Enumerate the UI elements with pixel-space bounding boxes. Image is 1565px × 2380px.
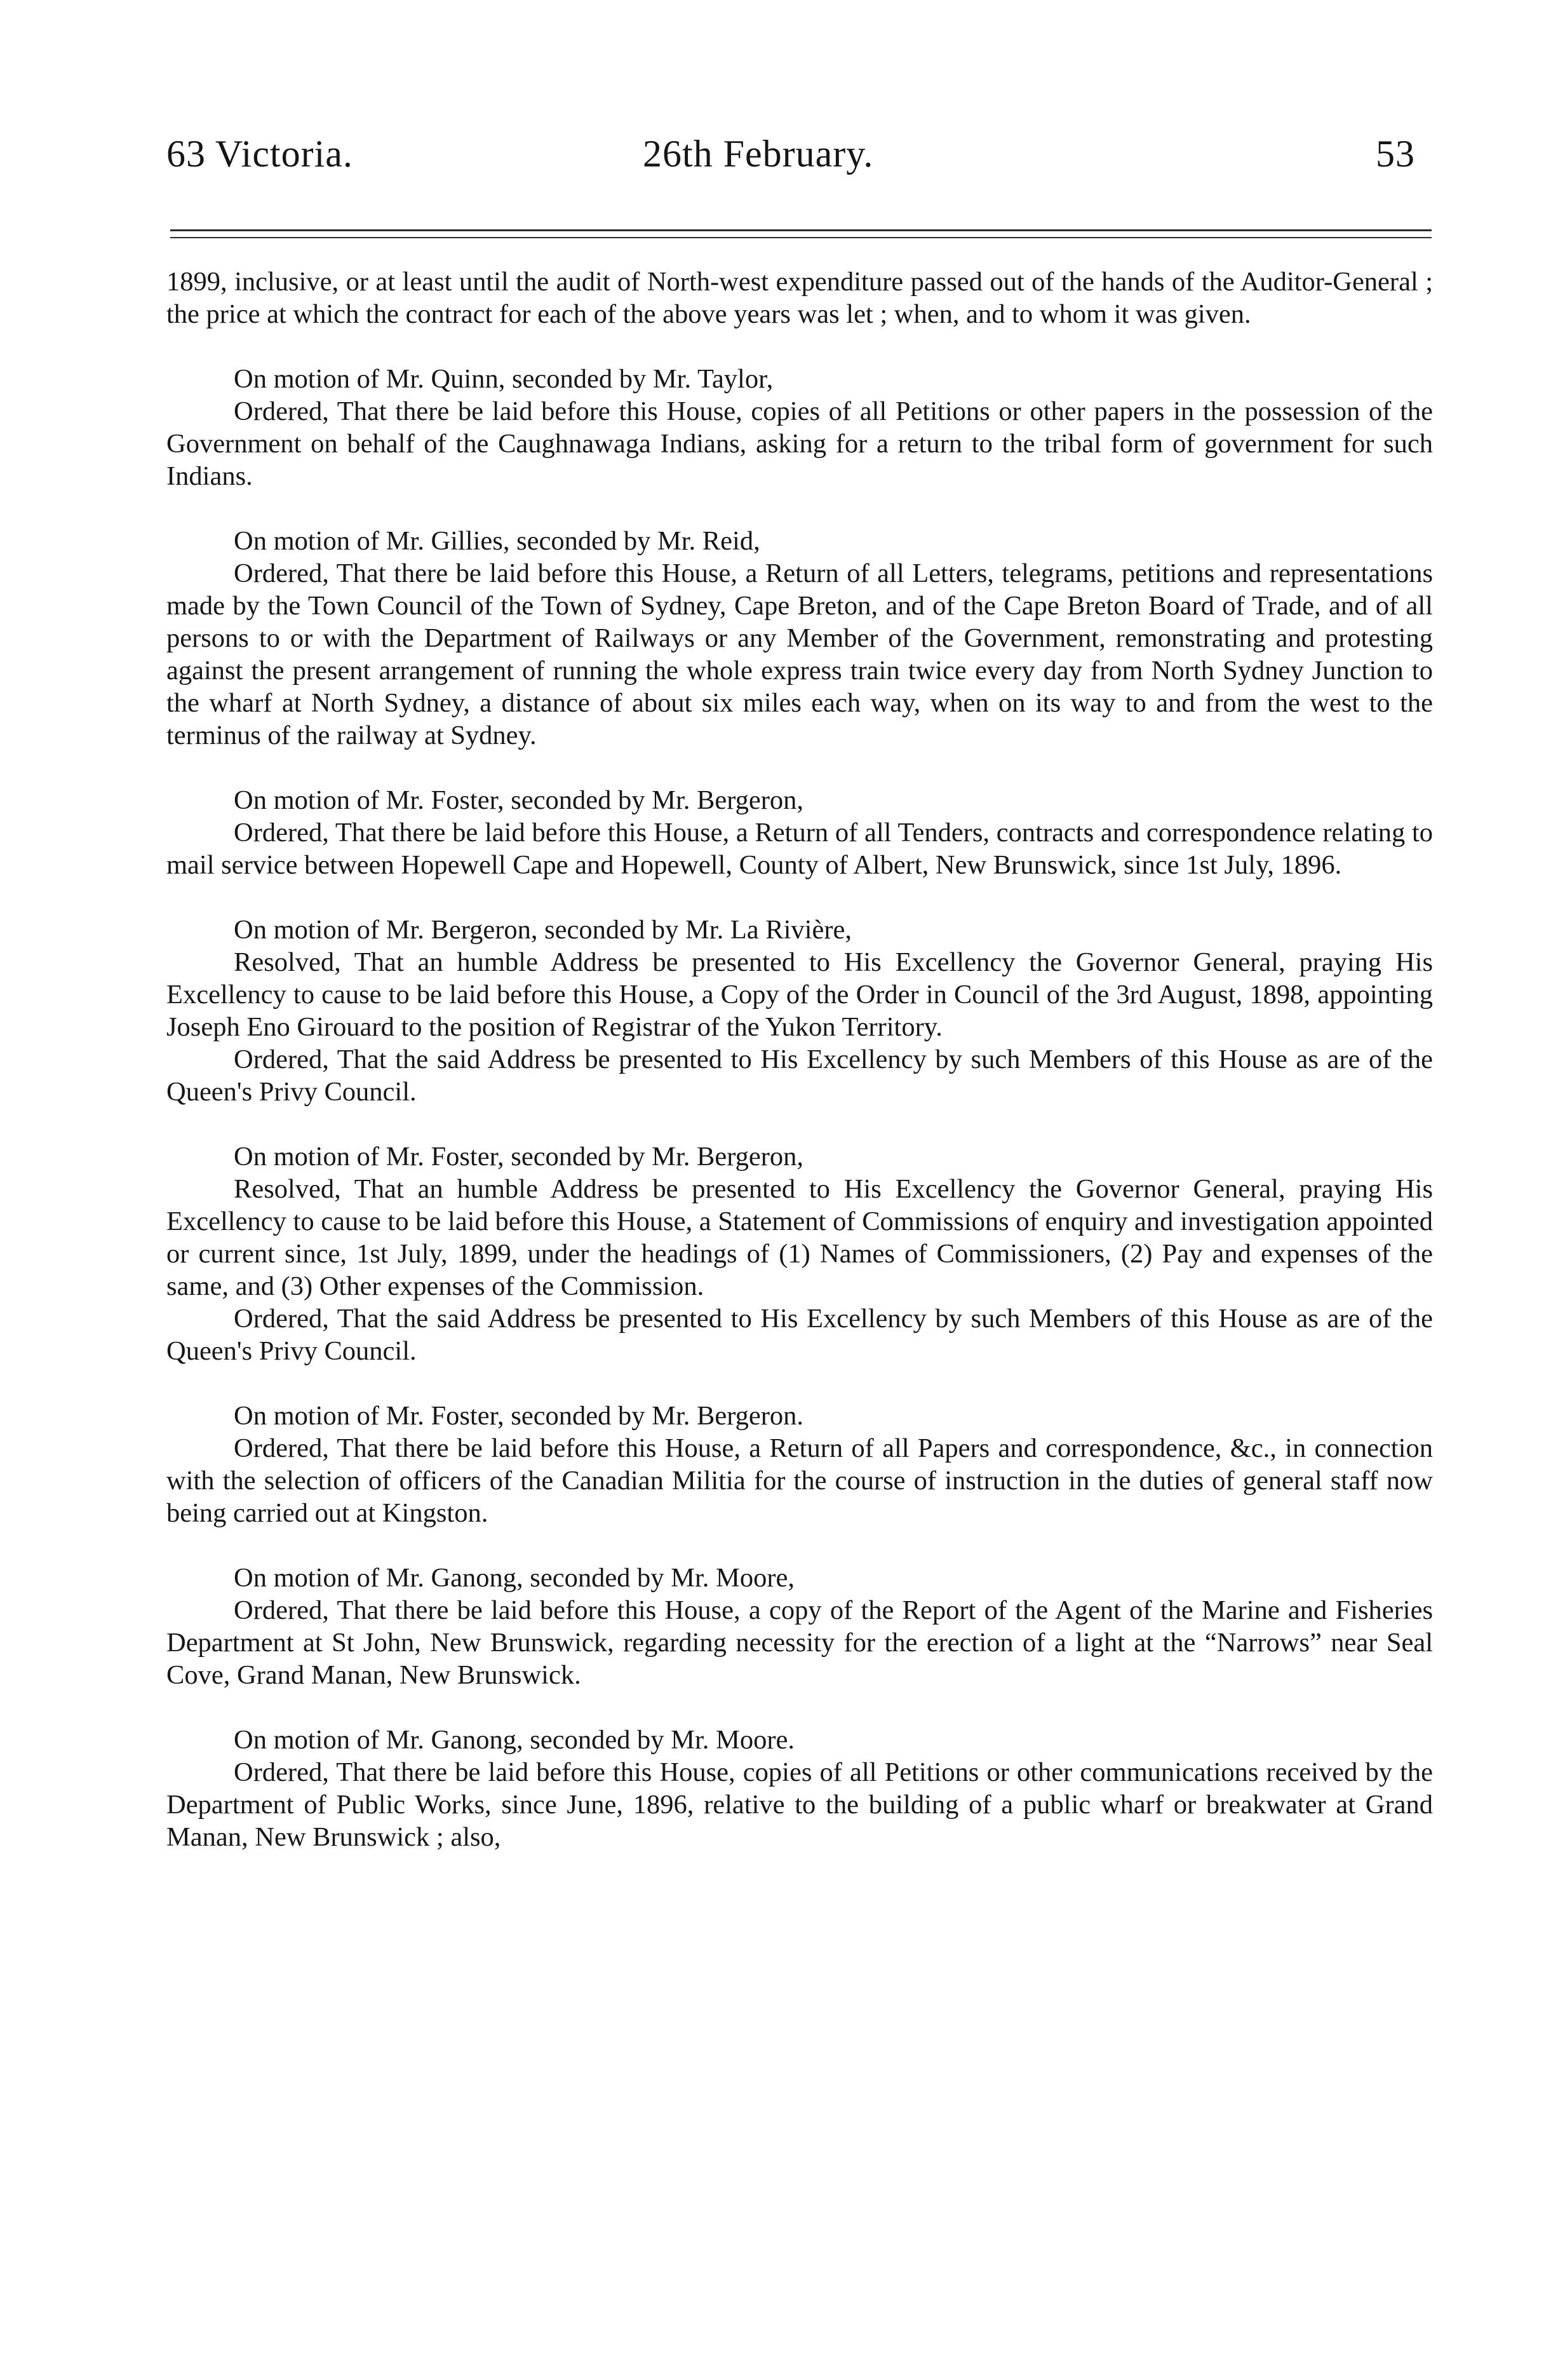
order-paragraph: Ordered, That there be laid before this House, a Return of all Letters, telegrams, petitions and representations made by the Town Council of the Town of Sydney, Cape Breton, and of the Cape Breton Board of Trade, and of all persons to or with the Department of Railways or any Member of the Government, remonstrating and protesting against the present arrangement of running the whole express train twice every day from North Sydney Junction to the wharf at North Sydney, a distance of about six miles each way, when on its way to and from the west to the terminus of the railway at Sydney.	[166, 558, 1433, 750]
motion-line: On motion of Mr. Ganong, seconded by Mr. Moore,	[234, 1563, 795, 1593]
order-paragraph: Ordered, That there be laid before this House, copies of all Petitions or other communications received by the Department of Public Works, since June, 1896, relative to the building of a public wharf or breakwater at Grand Manan, New Brunswick ; also,	[166, 1757, 1433, 1852]
header-date: 26th February.	[643, 133, 874, 175]
journal-body	[166, 266, 1433, 1853]
motion-line: On motion of Mr. Bergeron, seconded by Mr. La Rivière,	[234, 915, 852, 945]
page-number: 53	[1376, 133, 1415, 175]
order-paragraph: Ordered, That there be laid before this House, a copy of the Report of the Agent of the Marine and Fisheries Department at St John, New Brunswick, regarding necessity for the erection of a light at the “Narrows” near Seal Cove, Grand Manan, New Brunswick.	[166, 1595, 1433, 1690]
paragraph-continued: 1899, inclusive, or at least until the audit of North-west expenditure passed out of the hands of the Auditor-General ; the price at which the contract for each of the above years was let ; when, and to whom it was given.	[166, 267, 1433, 329]
order-paragraph: Ordered, That there be laid before this House, a Return of all Tenders, contracts and correspondence relating to mail service between Hopewell Cape and Hopewell, County of Albert, New Brunswick, since 1st July, 1896.	[166, 818, 1433, 880]
header-rule-secondary	[170, 237, 1432, 238]
motion-line: On motion of Mr. Foster, seconded by Mr. Bergeron,	[234, 1142, 804, 1172]
motion-line: On motion of Mr. Ganong, seconded by Mr. Moore.	[234, 1725, 795, 1755]
order-paragraph: Ordered, That the said Address be presented to His Excellency by such Members of this House as are of the Queen's Privy Council.	[166, 1045, 1433, 1107]
order-paragraph: Ordered, That there be laid before this House, a Return of all Papers and correspondence, &c., in connection with the selection of officers of the Canadian Militia for the course of instruction in the duties of general staff now being carried out at Kingston.	[166, 1433, 1433, 1528]
motion-line: On motion of Mr. Foster, seconded by Mr. Bergeron,	[234, 785, 804, 815]
header-regnal-year: 63 Victoria.	[166, 133, 353, 175]
motion-line: On motion of Mr. Foster, seconded by Mr. Bergeron.	[234, 1401, 804, 1431]
resolution-paragraph: Resolved, That an humble Address be presented to His Excellency the Governor General, praying His Excellency to cause to be laid before this House, a Copy of the Order in Council of the 3rd August, 1898, appointing Joseph Eno Girouard to the position of Registrar of the Yukon Territory.	[166, 947, 1433, 1042]
order-paragraph: Ordered, That there be laid before this House, copies of all Petitions or other papers in the possession of the Government on behalf of the Caughnawaga Indians, asking for a return to the tribal form of government for such Indians.	[166, 396, 1433, 491]
motion-line: On motion of Mr. Gillies, seconded by Mr. Reid,	[234, 526, 760, 556]
running-header	[0, 132, 1565, 189]
header-rule	[170, 229, 1432, 231]
motion-line: On motion of Mr. Quinn, seconded by Mr. Taylor,	[234, 364, 774, 394]
resolution-paragraph: Resolved, That an humble Address be presented to His Excellency the Governor General, praying His Excellency to cause to be laid before this House, a Statement of Commissions of enquiry and investigation appointed or current since, 1st July, 1899, under the headings of (1) Names of Commissioners, (2) Pay and expenses of the same, and (3) Other expenses of the Commission.	[166, 1174, 1433, 1301]
order-paragraph: Ordered, That the said Address be presented to His Excellency by such Members of this House as are of the Queen's Privy Council.	[166, 1304, 1433, 1366]
